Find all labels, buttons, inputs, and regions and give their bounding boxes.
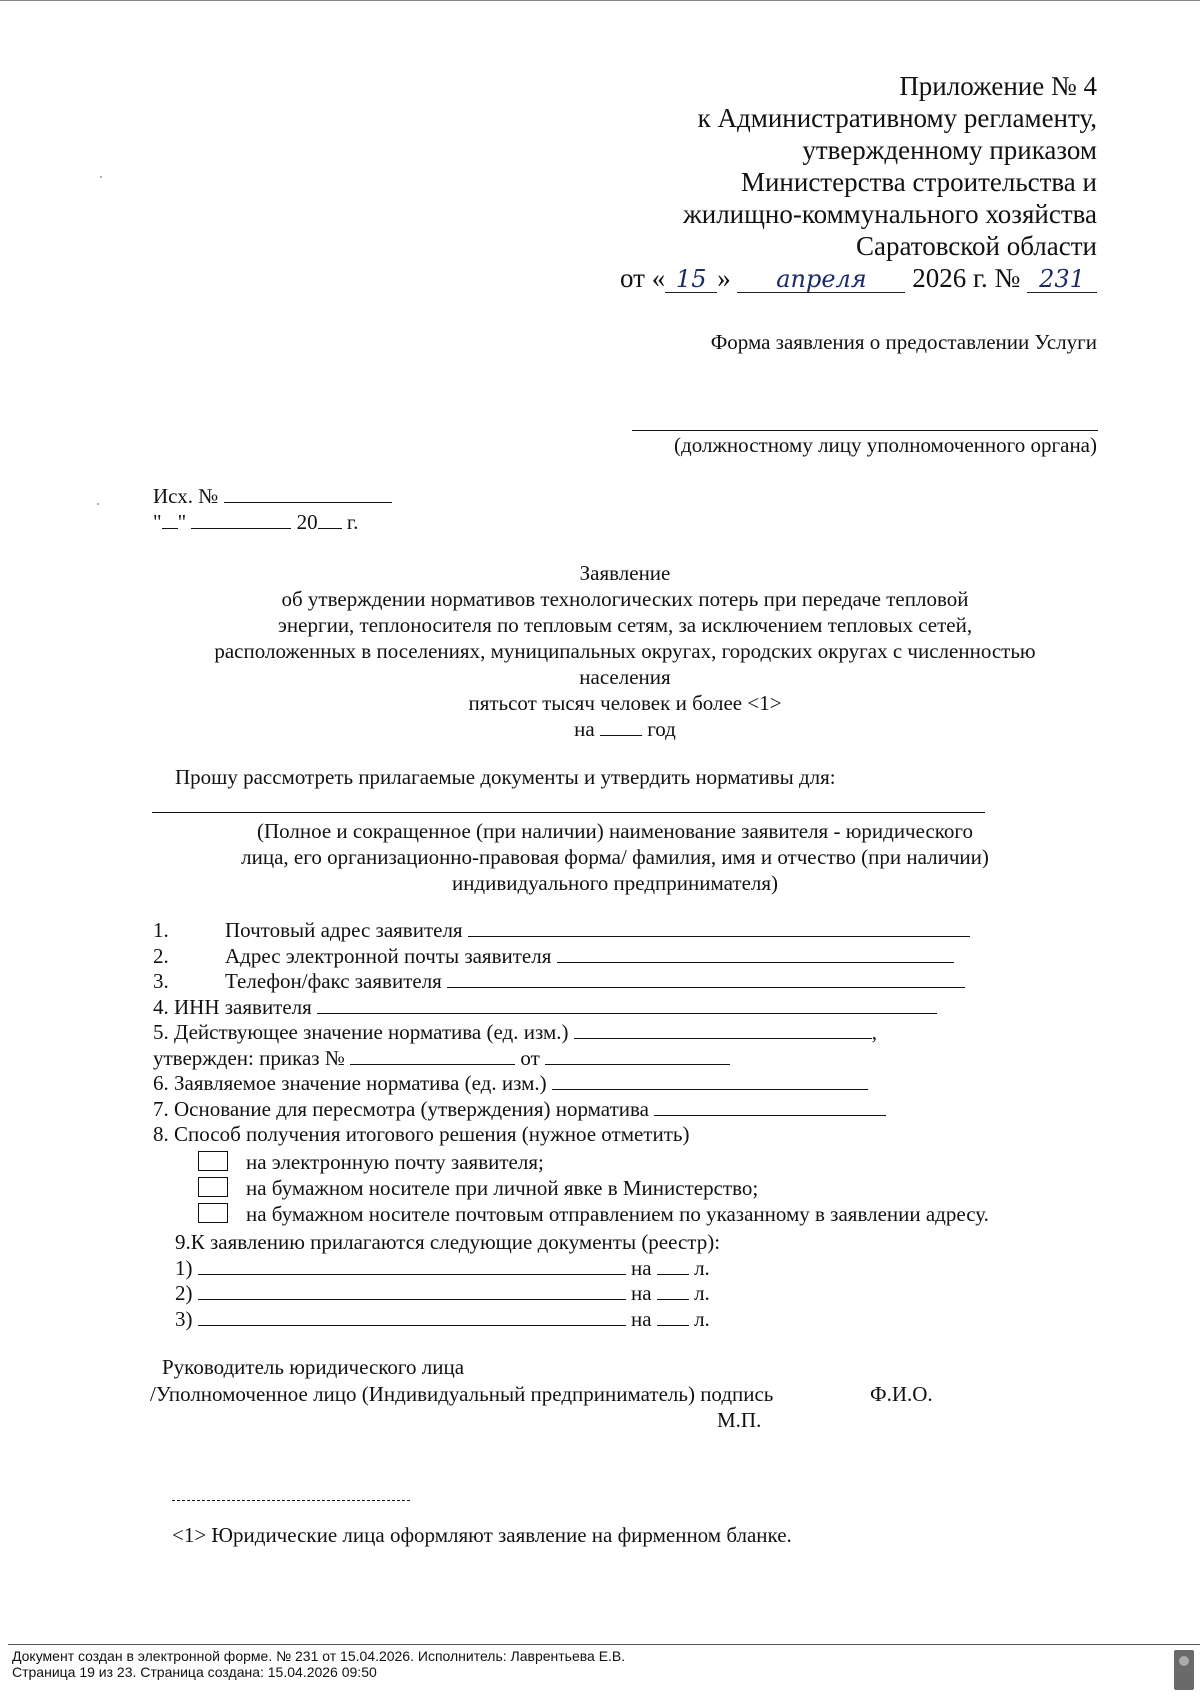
- field-requested-norm: [153, 1071, 970, 1097]
- doc-sheets-label: л.: [694, 1281, 710, 1305]
- page-top-border: [0, 0, 1200, 1]
- request-text: Прошу рассмотреть прилагаемые документы и утвердить нормативы для:: [175, 765, 836, 789]
- doc-sheets-label: л.: [694, 1255, 710, 1280]
- year-on: на: [574, 717, 595, 741]
- appendix-line: к Административному регламенту,: [697, 103, 1097, 133]
- heading-line: Заявление: [579, 561, 671, 585]
- order-number: 231: [1027, 266, 1097, 293]
- checkbox[interactable]: [198, 1203, 228, 1223]
- heading-line: пятьсот тысяч человек и более <1>: [468, 691, 782, 715]
- order-month: апреля: [737, 266, 905, 293]
- signature-stamp: М.П.: [717, 1408, 762, 1432]
- outgoing-day-field[interactable]: [162, 510, 178, 529]
- outgoing-ref-field[interactable]: [224, 484, 392, 503]
- heading-line: энергии, теплоносителя по тепловым сетям, за исключением тепловых сетей,: [277, 613, 973, 637]
- footnote: <1> Юридические лица оформляют заявление на фирменном бланке.: [172, 1523, 792, 1547]
- doc-index: 1): [175, 1255, 193, 1280]
- email-input[interactable]: [557, 944, 954, 963]
- field-label: Почтовый адрес заявителя: [225, 918, 463, 942]
- field-label: 7. Основание для пересмотра (утверждения) норматива: [153, 1096, 649, 1121]
- field-number: 1.: [153, 918, 169, 942]
- field-label: Адрес электронной почты заявителя: [225, 943, 552, 968]
- field-label: 5. Действующее значение норматива (ед. изм.): [153, 1020, 569, 1044]
- requested-norm-input[interactable]: [552, 1071, 868, 1090]
- document-row: [175, 1256, 720, 1282]
- appendix-line: Министерства строительства и: [740, 167, 1097, 197]
- document-name-input[interactable]: [198, 1256, 626, 1275]
- field-postal-address: [153, 918, 970, 944]
- applicant-name-field[interactable]: [152, 812, 985, 813]
- checkbox[interactable]: [198, 1151, 228, 1171]
- footer-line: Страница 19 из 23. Страница создана: 15.04.2026 09:50: [12, 1664, 377, 1680]
- document-name-input[interactable]: [198, 1307, 626, 1326]
- doc-on: на: [631, 1255, 652, 1280]
- current-norm-input[interactable]: [574, 1020, 872, 1039]
- appendix-header: [457, 70, 1097, 294]
- year-prefix: 20: [296, 510, 318, 534]
- document-sheets-input[interactable]: [657, 1307, 689, 1326]
- field-delivery-method: [153, 1122, 970, 1148]
- heading-line: об утверждении нормативов технологических потерь при передаче тепловой: [281, 587, 969, 611]
- field-label: от: [520, 1045, 540, 1070]
- official-caption: (должностному лицу уполномоченного органа): [674, 433, 1097, 457]
- option-label: на бумажном носителе почтовым отправлением по указанному в заявлении адресу.: [246, 1202, 989, 1226]
- order-date-input[interactable]: [545, 1046, 730, 1065]
- outgoing-block: [153, 483, 392, 535]
- postal-address-input[interactable]: [468, 918, 970, 937]
- form-title: Форма заявления о предоставлении Услуги: [710, 330, 1097, 354]
- document-row: [175, 1307, 720, 1333]
- official-name-field[interactable]: [632, 430, 1098, 431]
- heading-year-row: [140, 716, 1110, 742]
- document-name-input[interactable]: [198, 1281, 626, 1300]
- field-phone: [153, 969, 970, 995]
- appendix-line: жилищно-коммунального хозяйства: [683, 199, 1097, 229]
- caption-line: лица, его организационно-правовая форма/ фамилия, имя и отчество (при наличии): [241, 845, 989, 869]
- field-inn: [153, 995, 970, 1021]
- scan-speck: [100, 176, 102, 178]
- heading-year-field[interactable]: [600, 717, 642, 736]
- field-label: 8. Способ получения итогового решения (нужное отметить): [153, 1122, 690, 1146]
- field-label: 4. ИНН заявителя: [153, 994, 312, 1019]
- field-label: Телефон/факс заявителя: [225, 969, 442, 993]
- signature-authorized: /Уполномоченное лицо (Индивидуальный предприниматель) подпись: [150, 1382, 774, 1406]
- signature-fio: Ф.И.О.: [870, 1382, 933, 1406]
- doc-on: на: [631, 1281, 652, 1305]
- option-label: на бумажном носителе при личной явке в Министерство;: [246, 1176, 759, 1200]
- footer-line: Документ создан в электронной форме. № 231 от 15.04.2026. Исполнитель: Лаврентьева Е.В.: [12, 1648, 626, 1664]
- phone-input[interactable]: [447, 969, 965, 988]
- field-approved-order: [153, 1046, 970, 1072]
- application-heading: [140, 560, 1110, 742]
- field-number: 3.: [153, 969, 169, 993]
- order-date-line: [457, 262, 1097, 294]
- quote-close: ": [177, 510, 187, 534]
- checkbox[interactable]: [198, 1177, 228, 1197]
- footnote-separator: [172, 1500, 410, 1501]
- field-current-norm: [153, 1020, 970, 1046]
- date-prefix: от «: [620, 263, 666, 293]
- doc-sheets-label: л.: [694, 1306, 710, 1331]
- emblem-icon: [1174, 1650, 1194, 1690]
- field-number: 2.: [153, 943, 169, 968]
- caption-line: индивидуального предпринимателя): [451, 871, 779, 895]
- caption-line: (Полное и сокращенное (при наличии) наименование заявителя - юридического: [256, 819, 974, 843]
- comma: ,: [871, 1020, 877, 1044]
- appendix-line: утвержденному приказом: [802, 135, 1097, 165]
- documents-title: 9.К заявлению прилагаются следующие документы (реестр):: [175, 1230, 721, 1254]
- document-sheets-input[interactable]: [657, 1281, 689, 1300]
- documents-registry: [175, 1230, 720, 1332]
- date-mid: »: [717, 263, 731, 293]
- doc-index: 3): [175, 1306, 193, 1331]
- heading-line: расположенных в поселениях, муниципальных округах, городских округах с численностью: [214, 639, 1036, 663]
- applicant-caption: [200, 818, 1030, 896]
- order-year: 2026 г. №: [912, 263, 1021, 293]
- doc-index: 2): [175, 1281, 193, 1305]
- document-row: [175, 1281, 720, 1307]
- order-day: 15: [665, 266, 717, 293]
- appendix-line: Приложение № 4: [899, 71, 1097, 101]
- order-number-input[interactable]: [350, 1046, 515, 1065]
- inn-input[interactable]: [317, 995, 937, 1014]
- heading-line: населения: [579, 665, 671, 689]
- document-sheets-input[interactable]: [657, 1256, 689, 1275]
- field-basis: [153, 1097, 970, 1123]
- field-email: [153, 944, 970, 970]
- scan-speck: [97, 503, 99, 505]
- signature-head: Руководитель юридического лица: [162, 1355, 465, 1379]
- outgoing-ref-label: Исх. №: [153, 484, 219, 508]
- option-personal[interactable]: [198, 1176, 758, 1201]
- footer-separator: [8, 1644, 1200, 1645]
- year-word: год: [647, 717, 676, 741]
- document-footer: [12, 1648, 625, 1680]
- option-email[interactable]: [198, 1150, 544, 1175]
- outgoing-year-field[interactable]: [318, 510, 342, 529]
- quote-open: ": [153, 510, 162, 534]
- outgoing-month-field[interactable]: [191, 510, 291, 529]
- option-label: на электронную почту заявителя;: [246, 1150, 544, 1174]
- field-label: утвержден: приказ №: [153, 1045, 345, 1070]
- appendix-line: Саратовской области: [856, 231, 1097, 261]
- option-post[interactable]: [198, 1202, 989, 1227]
- field-label: 6. Заявляемое значение норматива (ед. изм.): [153, 1071, 547, 1095]
- basis-input[interactable]: [654, 1097, 886, 1116]
- doc-on: на: [631, 1306, 652, 1331]
- application-fields: [153, 918, 970, 1148]
- outgoing-date-row: [153, 509, 392, 535]
- year-suffix: г.: [346, 510, 359, 534]
- outgoing-ref-row: [153, 483, 392, 509]
